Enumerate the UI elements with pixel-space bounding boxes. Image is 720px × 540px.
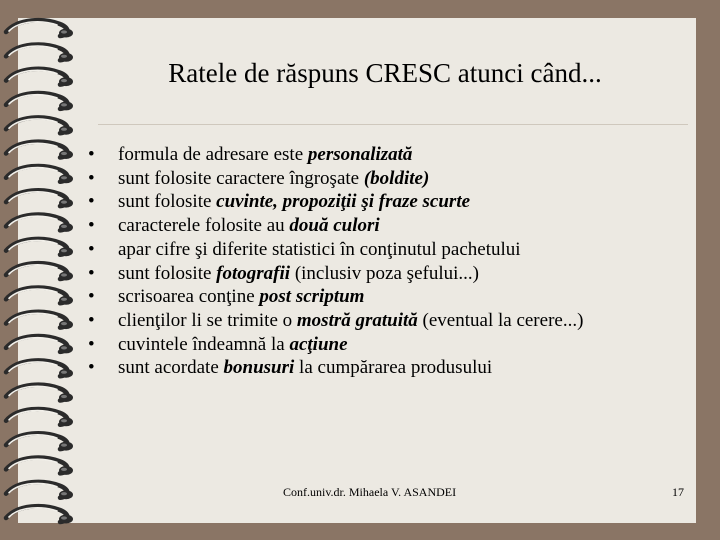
emphasis-text: acţiune (289, 333, 348, 355)
bullet-list (88, 143, 668, 380)
bullet-item (88, 285, 668, 309)
bullet-item (88, 190, 668, 214)
bullet-text: (eventual la cerere...) (417, 309, 584, 331)
bullet-item (88, 143, 668, 167)
bullet-dot-icon: • (88, 286, 95, 308)
bullet-dot-icon: • (88, 262, 95, 284)
binding-ring-icon (6, 69, 73, 86)
bullet-dot-icon: • (88, 309, 95, 331)
bullet-dot-icon: • (88, 215, 95, 237)
bullet-text: la cumpărarea produsului (294, 357, 493, 379)
bullet-dot-icon: • (88, 167, 95, 189)
bullet-item (88, 333, 668, 357)
bullet-item (88, 238, 668, 262)
spiral-binding-icon (0, 0, 90, 540)
title-divider (98, 124, 688, 125)
bullet-text: (inclusiv poza şefului...) (290, 262, 479, 284)
emphasis-text: (boldite) (363, 167, 430, 189)
binding-ring-icon (6, 263, 73, 280)
bullet-dot-icon: • (88, 357, 95, 379)
binding-ring-icon (6, 482, 73, 499)
bullet-dot-icon: • (88, 144, 95, 165)
emphasis-text: mostră gratuită (296, 309, 418, 331)
binding-ring-icon (6, 458, 73, 475)
binding-ring-icon (6, 360, 73, 377)
bullet-text: sunt folosite caractere îngroşate (118, 167, 364, 189)
bullet-text: scrisoarea conţine (118, 286, 260, 308)
bullet-text: formula de adresare este (118, 144, 308, 165)
bullet-text: caracterele folosite au (118, 215, 290, 237)
bullet-item (88, 262, 668, 286)
emphasis-text: cuvinte, propoziţii şi fraze scurte (216, 191, 471, 213)
binding-ring-icon (6, 239, 73, 256)
bullet-text: sunt folosite (118, 191, 217, 213)
binding-ring-icon (6, 20, 73, 37)
binding-ring-icon (6, 336, 73, 353)
emphasis-text: post scriptum (259, 286, 365, 308)
slide-title: Ratele de răspuns CRESC atunci când... (168, 58, 602, 88)
page-number: 17 (672, 485, 684, 499)
bullet-item (88, 167, 668, 191)
binding-ring-icon (6, 215, 73, 232)
bullet-text: sunt acordate (118, 357, 224, 379)
binding-ring-icon (6, 506, 73, 523)
binding-ring-icon (6, 312, 73, 329)
binding-ring-icon (6, 44, 73, 61)
bullet-dot-icon: • (88, 238, 95, 260)
binding-ring-icon (6, 166, 73, 183)
bullet-text: cuvintele îndeamnă la (118, 333, 290, 355)
bullet-dot-icon: • (88, 191, 95, 213)
binding-ring-icon (6, 142, 73, 159)
bullet-text: clienţilor li se trimite o (118, 309, 297, 331)
emphasis-text: personalizată (307, 144, 413, 165)
bullet-dot-icon: • (88, 333, 95, 355)
binding-ring-icon (6, 385, 73, 402)
bullet-item (88, 356, 668, 380)
binding-ring-icon (6, 409, 73, 426)
bullet-item (88, 309, 668, 333)
binding-ring-icon (6, 287, 73, 304)
bullet-item (88, 214, 668, 238)
binding-ring-icon (6, 433, 73, 450)
emphasis-text: fotografii (216, 262, 291, 284)
emphasis-text: bonusuri (223, 357, 295, 379)
bullet-text: apar cifre şi diferite statistici în conţinutul pachetului (118, 238, 521, 260)
emphasis-text: două culori (289, 215, 380, 237)
binding-ring-icon (6, 117, 73, 134)
binding-ring-icon (6, 190, 73, 207)
bullet-text: sunt folosite (118, 262, 217, 284)
footer-author: Conf.univ.dr. Mihaela V. ASANDEI (283, 485, 457, 499)
binding-ring-icon (6, 93, 73, 110)
